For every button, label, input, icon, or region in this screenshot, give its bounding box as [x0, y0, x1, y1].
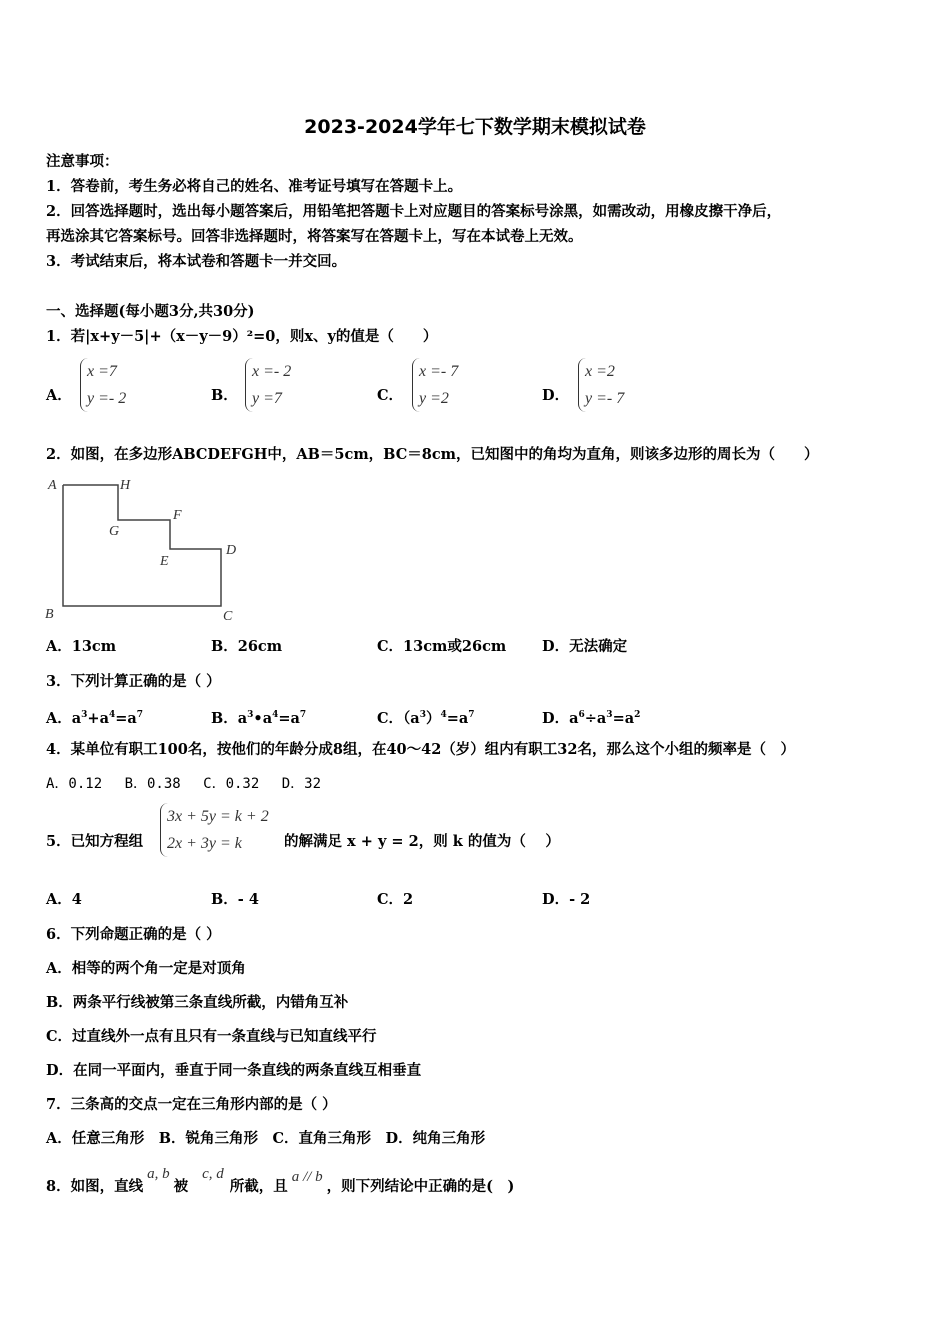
q1-option-d-system: [578, 358, 624, 412]
q5-option-d: D．- 2: [542, 891, 591, 908]
text: 所截，且: [229, 1178, 288, 1195]
question-5-suffix: 的解满足 x + y = 2，则 k 的值为（ ）: [284, 833, 560, 850]
equation: x =- 2: [252, 363, 292, 380]
question-8-stem: [46, 1166, 515, 1197]
question-4-stem: 4．某单位有职工100名，按他们的年龄分成8组，在40～42（岁）组内有职工32名，那么这个小组的频率是（ ）: [46, 741, 795, 758]
q6-option-a: A．相等的两个角一定是对顶角: [46, 960, 246, 977]
q1-option-c-label: C．: [377, 387, 404, 404]
question-5-prefix: 5．已知方程组: [46, 833, 144, 850]
q2-option-a: A．13cm: [46, 638, 117, 655]
exponent: 3: [81, 710, 88, 720]
label-e: E: [160, 554, 169, 569]
q1-option-b-system: [245, 358, 291, 412]
q1-option-d-label: D．: [542, 387, 570, 404]
q3-option-b: [211, 705, 306, 729]
exponent: 6: [578, 710, 585, 720]
notice-heading: 注意事项：: [46, 153, 119, 170]
exponent: 3: [419, 710, 426, 720]
text: ，则下列结论中正确的是( ): [326, 1178, 515, 1195]
exponent: 7: [136, 710, 144, 720]
question-2-stem: 2．如图，在多边形ABCDEFGH中，AB＝5cm，BC＝8cm，已知图中的角均为直角，则该多边形的周长为（ ）: [46, 446, 819, 463]
label-g: G: [109, 524, 120, 539]
q5-option-b: B．- 4: [211, 891, 259, 908]
label-b: B: [45, 607, 54, 622]
text: B．a: [211, 710, 248, 727]
notice-item: 再选涂其它答案标号。回答非选择题时，将答案写在答题卡上，写在本试卷上无效。: [46, 228, 583, 245]
equation: x =- 7: [419, 363, 459, 380]
equation: x =7: [87, 363, 117, 380]
q6-option-c: C．过直线外一点有且只有一条直线与已知直线平行: [46, 1028, 377, 1045]
exponent: 4: [272, 710, 279, 720]
equation: 3x + 5y = k + 2: [167, 808, 269, 825]
equation: y =7: [252, 390, 282, 407]
equation: x =2: [585, 363, 615, 380]
exponent: 3: [606, 710, 613, 720]
equation: y =- 2: [87, 390, 127, 407]
text: =a: [446, 710, 469, 727]
page-title: 2023-2024学年七下数学期末模拟试卷: [304, 116, 646, 138]
label-c: C: [223, 609, 233, 624]
q7-options: A．任意三角形 B．锐角三角形 C．直角三角形 D．纯角三角形: [46, 1130, 486, 1147]
exponent: 2: [634, 710, 641, 720]
label-f: F: [173, 508, 182, 523]
exponent: 4: [108, 710, 116, 720]
q3-option-c: [377, 705, 475, 729]
math-symbol: a, b: [147, 1166, 170, 1182]
q1-option-b-label: B．: [211, 387, 238, 404]
q3-option-a: [46, 705, 143, 729]
exponent: 7: [299, 710, 307, 720]
q3-option-d: [542, 705, 640, 729]
equation: 2x + 3y = k: [167, 835, 242, 852]
question-1-stem: 1．若|x+y－5|+（x－y－9）²=0，则x、y的值是（ ）: [46, 328, 438, 345]
exponent: 3: [247, 710, 254, 720]
text: •a: [253, 710, 273, 727]
q2-option-c: C．13cm或26cm: [377, 638, 507, 655]
q5-option-a: A．4: [46, 891, 82, 908]
question-6-stem: 6．下列命题正确的是（ ）: [46, 926, 221, 943]
q6-option-b: B．两条平行线被第三条直线所截，内错角互补: [46, 994, 349, 1011]
question-3-stem: 3．下列计算正确的是（ ）: [46, 673, 221, 690]
text: =a: [278, 710, 300, 727]
text: 被: [173, 1178, 189, 1195]
q5-equation-system: [160, 803, 269, 857]
section-heading: 一、选择题(每小题3分,共30分): [46, 303, 255, 320]
q6-option-d: D．在同一平面内，垂直于同一条直线的两条直线互相垂直: [46, 1062, 422, 1079]
notice-item: 2．回答选择题时，选出每小题答案后，用铅笔把答题卡上对应题目的答案标号涂黑，如需改动，用橡皮擦干净后，: [46, 203, 782, 220]
text: ）: [425, 710, 441, 727]
q1-option-c-system: [412, 358, 458, 412]
q5-option-c: C．2: [377, 891, 414, 908]
label-a: A: [48, 478, 57, 493]
text: +a: [87, 710, 109, 727]
text: =a: [612, 710, 635, 727]
q2-option-d: D．无法确定: [542, 638, 628, 655]
label-d: D: [226, 543, 237, 558]
polygon-figure: [40, 472, 250, 627]
text: C．（a: [377, 710, 420, 727]
exponent: 4: [440, 710, 447, 720]
text: A．a: [46, 710, 82, 727]
equation: y =- 7: [585, 390, 625, 407]
notice-item: 3．考试结束后，将本试卷和答题卡一并交回。: [46, 253, 347, 270]
q4-options: A．0.12 B．0.38 C．0.32 D．32: [46, 776, 322, 792]
question-7-stem: 7．三条高的交点一定在三角形内部的是（ ）: [46, 1096, 337, 1113]
math-symbol: c, d: [202, 1166, 224, 1182]
q2-option-b: B．26cm: [211, 638, 283, 655]
notice-item: 1．答卷前，考生务必将自己的姓名、准考证号填写在答题卡上。: [46, 178, 463, 195]
text: =a: [115, 710, 137, 727]
equation: y =2: [419, 390, 449, 407]
q1-option-a-system: [80, 358, 126, 412]
exponent: 7: [468, 710, 475, 720]
math-symbol: a // b: [291, 1169, 323, 1185]
q1-option-a-label: A．: [46, 387, 72, 404]
label-h: H: [120, 478, 131, 493]
text: 8．如图，直线: [46, 1178, 144, 1195]
text: D．a: [542, 710, 579, 727]
text: ÷a: [584, 710, 607, 727]
